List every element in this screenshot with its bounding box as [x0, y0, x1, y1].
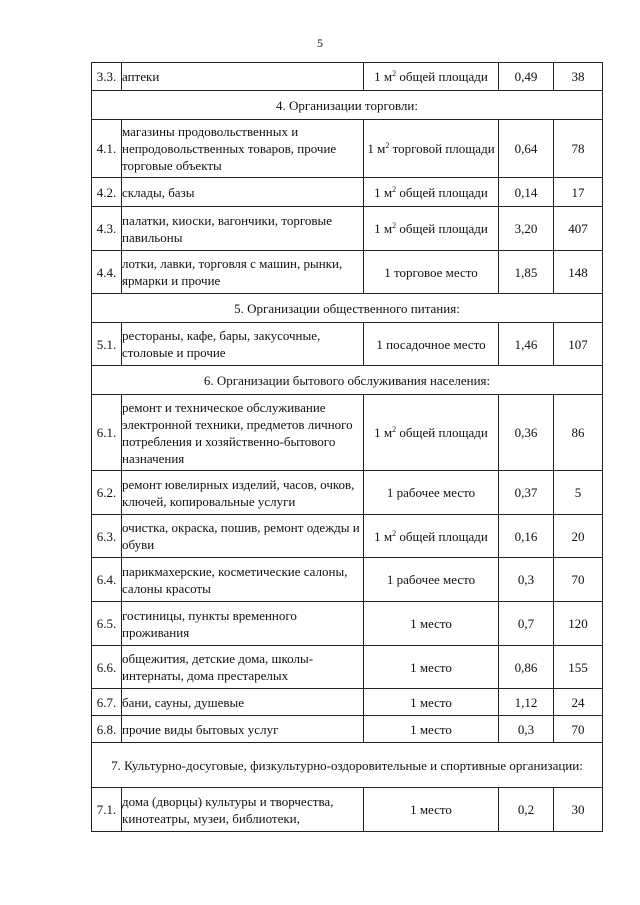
item-unit	[364, 63, 499, 91]
item-value: 38	[554, 63, 603, 91]
item-value: 86	[554, 395, 603, 471]
item-description: прочие виды бытовых услуг	[122, 716, 364, 743]
item-number: 7.1.	[92, 788, 122, 832]
item-value: 5	[554, 471, 603, 515]
item-description: рестораны, кафе, бары, закусочные, столовые и прочие	[122, 323, 364, 366]
norms-table-body	[92, 63, 603, 832]
item-unit	[364, 471, 499, 515]
table-row	[92, 251, 603, 294]
item-description: ремонт и техническое обслуживание электронной техники, предметов личного потребления и хозяйственно-бытового назначения	[122, 395, 364, 471]
table-row	[92, 207, 603, 251]
item-coefficient: 0,37	[499, 471, 554, 515]
section-title: 5. Организации общественного питания:	[92, 294, 603, 323]
unit-text: 1 место	[410, 659, 452, 675]
unit-text: 1 м	[374, 221, 393, 236]
table-row	[92, 395, 603, 471]
unit-text-suffix: общей площади	[396, 69, 488, 84]
unit-exponent: 2	[385, 141, 390, 150]
section-title: 4. Организации торговли:	[92, 91, 603, 120]
table-row	[92, 471, 603, 515]
table-row	[92, 178, 603, 207]
item-number: 6.5.	[92, 602, 122, 646]
unit-text-suffix: общей площади	[396, 528, 488, 544]
item-unit	[364, 788, 499, 832]
item-number: 4.1.	[92, 120, 122, 178]
item-unit	[364, 716, 499, 743]
item-coefficient: 0,49	[499, 63, 554, 91]
unit-text: 1 посадочное место	[376, 336, 486, 352]
item-description: очистка, окраска, пошив, ремонт одежды и обуви	[122, 515, 364, 558]
unit-text-suffix: общей площади	[396, 425, 488, 440]
table-row	[92, 323, 603, 366]
item-unit	[364, 178, 499, 207]
item-unit	[364, 251, 499, 294]
item-coefficient: 0,3	[499, 716, 554, 743]
item-unit	[364, 646, 499, 689]
item-coefficient: 3,20	[499, 207, 554, 251]
item-number: 3.3.	[92, 63, 122, 91]
item-coefficient: 0,36	[499, 395, 554, 471]
item-unit	[364, 395, 499, 471]
table-row	[92, 63, 603, 91]
unit-exponent: 2	[392, 69, 397, 78]
unit-text: 1 м	[374, 184, 393, 200]
table-row	[92, 788, 603, 832]
item-unit	[364, 120, 499, 178]
unit-exponent: 2	[392, 184, 397, 194]
item-value: 30	[554, 788, 603, 832]
unit-text: 1 место	[410, 802, 452, 817]
item-number: 6.4.	[92, 558, 122, 602]
item-description: палатки, киоски, вагончики, торговые павильоны	[122, 207, 364, 251]
item-value: 20	[554, 515, 603, 558]
unit-text: 1 место	[410, 616, 452, 631]
item-coefficient: 1,12	[499, 689, 554, 716]
item-coefficient: 1,46	[499, 323, 554, 366]
item-number: 6.2.	[92, 471, 122, 515]
item-coefficient: 1,85	[499, 251, 554, 294]
unit-text-suffix: общей площади	[396, 184, 488, 200]
section-title: 7. Культурно-досуговые, физкультурно-оздоровительные и спортивные организации:	[92, 743, 603, 788]
item-description: лотки, лавки, торговля с машин, рынки, ярмарки и прочие	[122, 251, 364, 294]
item-coefficient: 0,86	[499, 646, 554, 689]
item-number: 6.7.	[92, 689, 122, 716]
item-number: 6.6.	[92, 646, 122, 689]
item-description: бани, сауны, душевые	[122, 689, 364, 716]
item-coefficient: 0,3	[499, 558, 554, 602]
item-coefficient: 0,16	[499, 515, 554, 558]
item-value: 107	[554, 323, 603, 366]
item-description: склады, базы	[122, 178, 364, 207]
unit-text: 1 торговое место	[384, 264, 478, 280]
section-row	[92, 294, 603, 323]
item-unit	[364, 558, 499, 602]
item-number: 6.1.	[92, 395, 122, 471]
table-row	[92, 120, 603, 178]
table-row	[92, 602, 603, 646]
item-description: общежития, детские дома, школы-интернаты, дома престарелых	[122, 646, 364, 689]
unit-text: 1 м	[374, 528, 393, 544]
item-description: дома (дворцы) культуры и творчества, кинотеатры, музеи, библиотеки,	[122, 788, 364, 832]
item-unit	[364, 323, 499, 366]
unit-text: 1 м	[374, 69, 393, 84]
item-coefficient: 0,14	[499, 178, 554, 207]
unit-exponent: 2	[392, 425, 397, 434]
table-row	[92, 689, 603, 716]
table-row	[92, 716, 603, 743]
item-description: магазины продовольственных и непродовольственных товаров, прочие торговые объекты	[122, 120, 364, 178]
item-value: 120	[554, 602, 603, 646]
table-row	[92, 558, 603, 602]
unit-text: 1 место	[410, 694, 452, 710]
table-row	[92, 515, 603, 558]
unit-exponent: 2	[392, 221, 397, 230]
item-value: 407	[554, 207, 603, 251]
item-unit	[364, 207, 499, 251]
item-value: 70	[554, 716, 603, 743]
item-value: 148	[554, 251, 603, 294]
section-row	[92, 366, 603, 395]
section-row	[92, 91, 603, 120]
item-unit	[364, 515, 499, 558]
item-value: 17	[554, 178, 603, 207]
item-unit	[364, 689, 499, 716]
item-number: 4.3.	[92, 207, 122, 251]
unit-text: 1 место	[410, 721, 452, 737]
unit-text-suffix: общей площади	[396, 221, 488, 236]
item-description: парикмахерские, косметические салоны, салоны красоты	[122, 558, 364, 602]
item-number: 4.2.	[92, 178, 122, 207]
section-title: 6. Организации бытового обслуживания населения:	[92, 366, 603, 395]
unit-text: 1 рабочее место	[386, 572, 476, 587]
table-row	[92, 646, 603, 689]
unit-text-suffix: торговой площади	[389, 141, 495, 156]
item-coefficient: 0,2	[499, 788, 554, 832]
norms-table	[91, 62, 603, 832]
item-number: 6.8.	[92, 716, 122, 743]
section-row	[92, 743, 603, 788]
item-description: гостиницы, пункты временного проживания	[122, 602, 364, 646]
unit-exponent: 2	[392, 528, 397, 538]
unit-text: 1 м	[374, 425, 393, 440]
item-description: аптеки	[122, 63, 364, 91]
item-number: 5.1.	[92, 323, 122, 366]
unit-text: 1 м	[367, 141, 386, 156]
item-number: 4.4.	[92, 251, 122, 294]
item-value: 70	[554, 558, 603, 602]
item-coefficient: 0,64	[499, 120, 554, 178]
item-description: ремонт ювелирных изделий, часов, очков, ключей, копировальные услуги	[122, 471, 364, 515]
unit-text: 1 рабочее место	[386, 485, 476, 500]
page-number: 5	[317, 36, 323, 50]
item-unit	[364, 602, 499, 646]
item-number: 6.3.	[92, 515, 122, 558]
item-coefficient: 0,7	[499, 602, 554, 646]
item-value: 78	[554, 120, 603, 178]
item-value: 24	[554, 689, 603, 716]
item-value: 155	[554, 646, 603, 689]
